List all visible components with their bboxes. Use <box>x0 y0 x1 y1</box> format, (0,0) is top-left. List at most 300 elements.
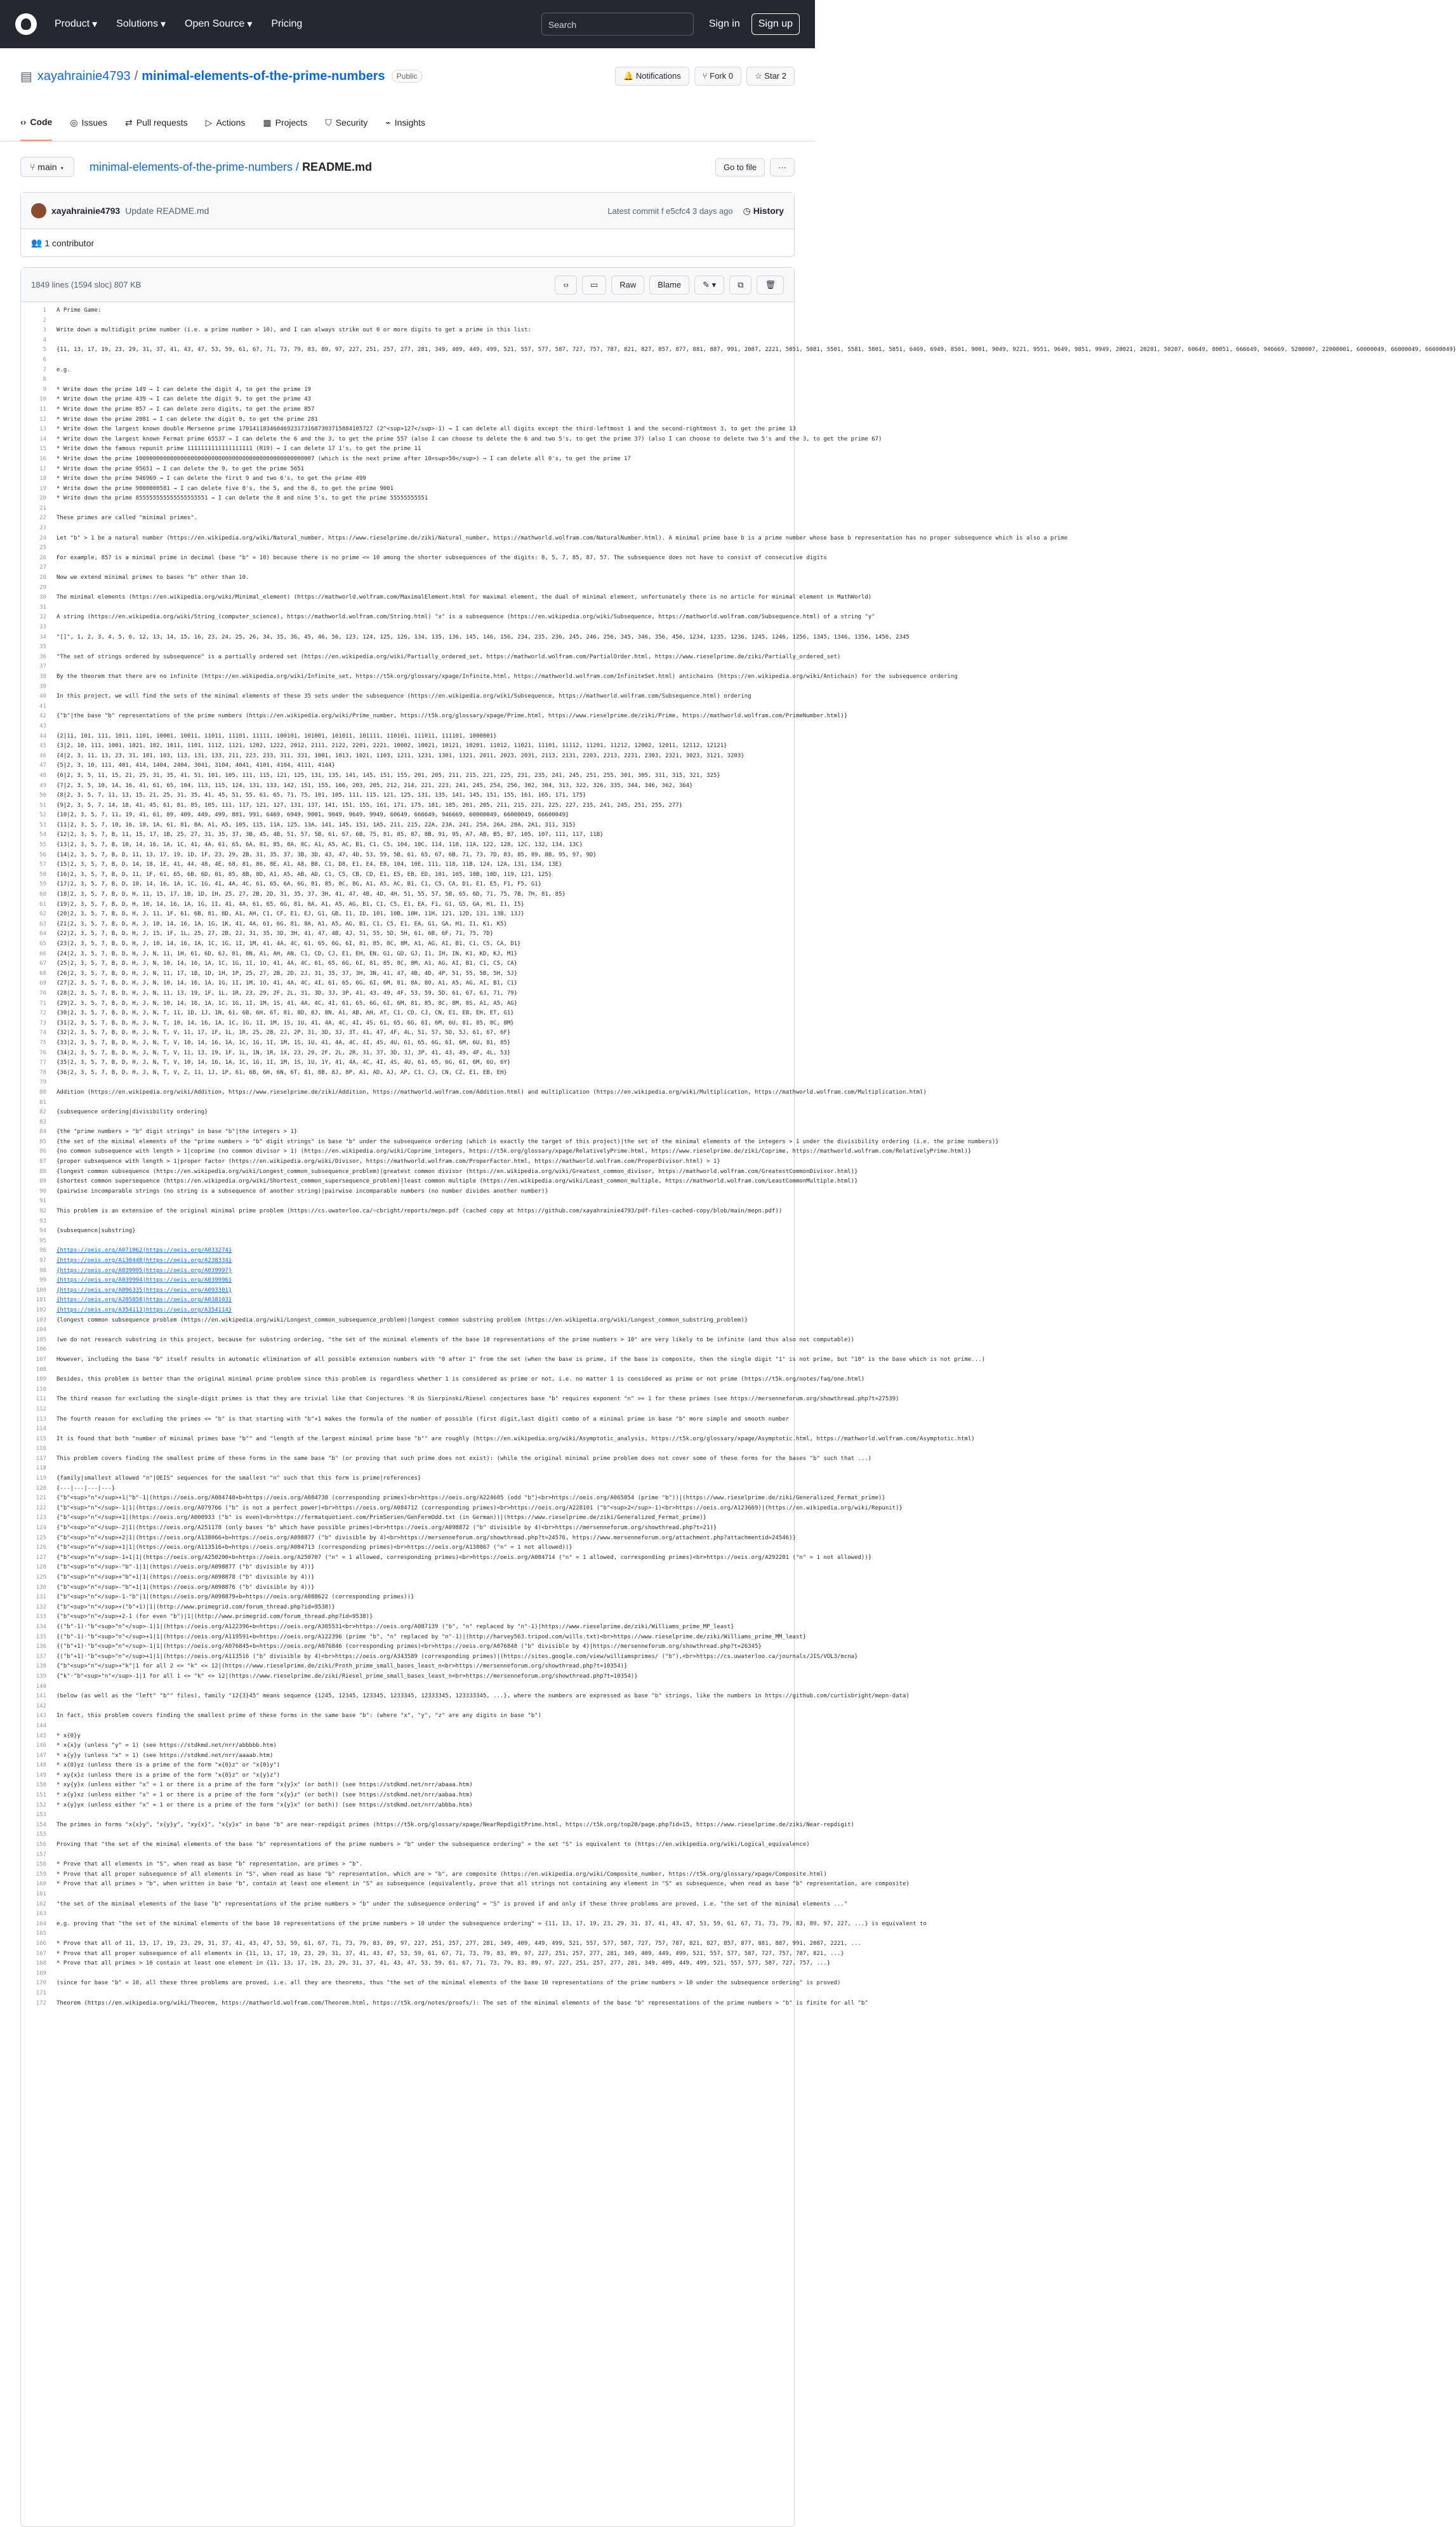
line-text: It is found that both "number of minimal primes base "b"" and "length of the largest minimal prime base "b"" are roughly (https://en.wikipedia.org/wiki/Asymptotic_analysis, https://t5k.org/glossary/xpage/Asymptotic.html, https://mathworld.wolfram.com/Asymptotic.html) <box>56 1435 975 1442</box>
line-number[interactable]: 55 <box>39 842 46 849</box>
line-number[interactable]: 123 <box>36 1515 46 1522</box>
line-number[interactable]: 167 <box>36 1950 46 1957</box>
tab-projects[interactable]: ▦ Projects <box>263 104 307 141</box>
line-number[interactable]: 138 <box>36 1663 46 1670</box>
line-number[interactable]: 48 <box>39 772 46 779</box>
line-number[interactable]: 137 <box>36 1653 46 1660</box>
line-number[interactable]: 140 <box>36 1683 46 1690</box>
line-number[interactable]: 68 <box>39 970 46 977</box>
line-number[interactable]: 142 <box>36 1702 46 1709</box>
nav-product[interactable]: Product ▾ <box>55 18 98 30</box>
code-line <box>21 1435 975 1445</box>
code-line <box>21 494 794 504</box>
line-number[interactable]: 162 <box>36 1900 46 1907</box>
line-number[interactable]: 144 <box>36 1722 46 1729</box>
line-number[interactable]: 52 <box>39 812 46 819</box>
line-number[interactable]: 85 <box>39 1138 46 1145</box>
line-number[interactable]: 159 <box>36 1871 46 1878</box>
line-number[interactable]: 24 <box>39 534 46 541</box>
line-text: {https://oeis.org/A205058|https://oeis.org/A038103} <box>56 1297 232 1304</box>
line-number[interactable]: 154 <box>36 1821 46 1828</box>
history-link[interactable]: ◷ History <box>743 205 784 216</box>
line-number[interactable]: 121 <box>36 1495 46 1502</box>
line-number[interactable]: 77 <box>39 1059 46 1066</box>
code-line <box>21 484 794 494</box>
line-number[interactable]: 118 <box>36 1465 46 1472</box>
line-number[interactable]: 44 <box>39 733 46 740</box>
line-number[interactable]: 28 <box>39 574 46 581</box>
code-icon: ‹› <box>20 117 27 127</box>
line-number[interactable]: 4 <box>43 336 46 343</box>
line-number[interactable]: 119 <box>36 1475 46 1482</box>
line-number[interactable]: 122 <box>36 1504 46 1511</box>
line-number[interactable]: 23 <box>39 525 46 532</box>
line-number[interactable]: 6 <box>43 356 46 363</box>
line-number[interactable]: 129 <box>36 1574 46 1581</box>
code-line <box>21 1504 903 1514</box>
line-number[interactable]: 115 <box>36 1435 46 1442</box>
code-line <box>21 722 794 732</box>
line-number[interactable]: 117 <box>36 1455 46 1462</box>
line-text: For example, 857 is a minimal prime in decimal (base "b" = 10) because there is no prime <= 10 among the shorter subsequences of the digits: 8, 5, 7, 85, 87, 57. The subsequence does not have to consist of consecutive digits <box>56 554 827 561</box>
nav-solutions[interactable]: Solutions ▾ <box>116 18 166 30</box>
line-number[interactable]: 50 <box>39 792 46 799</box>
code-view-icon[interactable]: ‹› <box>555 275 577 295</box>
copy-icon[interactable]: ⧉ <box>729 275 751 295</box>
line-number[interactable]: 10 <box>39 396 46 403</box>
line-text: This problem is an extension of the original minimal prime problem (https://cs.uwaterloo.ca/~cbright/reports/mepn.pdf (cached copy at https://github.com/xayahrainie4793/pdf-files-cached-copy/blob/main/mepn.pdf)) <box>56 1208 783 1215</box>
line-number[interactable]: 161 <box>36 1891 46 1897</box>
commit-message[interactable]: Update README.md <box>125 206 209 216</box>
line-number[interactable]: 25 <box>39 545 46 552</box>
line-text: The fourth reason for excluding the primes <= "b" is that starting with "b"+1 makes the formula of the number of possible (first digit,last digit) combo of a minimal prime in base "b" more simple and smooth number <box>56 1416 790 1423</box>
delete-icon[interactable]: 🗑 <box>757 275 784 295</box>
code-line <box>21 1127 794 1137</box>
line-number[interactable]: 147 <box>36 1752 46 1759</box>
line-number[interactable]: 168 <box>36 1960 46 1967</box>
latest-commit[interactable]: Latest commit f e5cfc4 3 days ago <box>607 206 733 216</box>
line-number[interactable]: 41 <box>39 703 46 710</box>
search-input[interactable]: Search <box>541 13 694 36</box>
line-text: {25|2, 3, 5, 7, B, D, H, J, N, 10, 14, 16, 1A, 1C, 1G, 1I, 1O, 41, 4A, 4C, 61, 65, 6G, 6I, 81, 85, 8C, 8M, A1, AG, AI, B1, C1, C5, CA} <box>56 960 518 967</box>
chevron-down-icon: ▾ <box>92 19 98 30</box>
contributors[interactable]: 1 contributor <box>44 237 95 248</box>
line-text: * x{0}y <box>56 1732 81 1739</box>
line-text: {7|2, 3, 5, 10, 14, 16, 41, 61, 65, 104, 113, 115, 124, 131, 133, 142, 151, 155, 166, 203, 205, 212, 214, 221, 223, 241, 245, 254, 256, 302, 304, 313, 322, 326, 335, 344, 346, 362, 364} <box>56 782 693 789</box>
breadcrumb-repo-link[interactable]: minimal-elements-of-the-prime-numbers <box>89 160 293 173</box>
code-line <box>21 1920 927 1930</box>
sign-up-button[interactable]: Sign up <box>751 13 800 35</box>
line-text: {"k"·"b"<sup>"n"</sup>-1|1 for all 1 <= "k" <= 12|(https://www.rieselprime.de/ziki/Riesel_prime_small_bases_least_n<br>https://mersenneforum.org/showthread.php?t=10354)} <box>56 1673 638 1680</box>
tab-actions[interactable]: ▷ Actions <box>206 104 246 141</box>
line-number[interactable]: 125 <box>36 1534 46 1541</box>
code-line <box>21 316 794 326</box>
line-number[interactable]: 75 <box>39 1039 46 1046</box>
line-number[interactable]: 156 <box>36 1841 46 1848</box>
line-number[interactable]: 157 <box>36 1851 46 1858</box>
line-number[interactable]: 89 <box>39 1178 46 1185</box>
line-number[interactable]: 172 <box>36 2000 46 2006</box>
code-line <box>21 633 910 643</box>
line-number[interactable]: 18 <box>39 475 46 482</box>
line-number[interactable]: 40 <box>39 693 46 700</box>
line-text: {"b"<sup>"n"</sup>+"k"|1 for all 2 <= "k" <= 12|(https://www.rieselprime.de/ziki/Proth_prime_small_bases_least_n<br>https://mersenneforum.org/showthread.php?t=10354)} <box>56 1663 628 1670</box>
line-text: {4|2, 3, 11, 13, 23, 31, 101, 103, 113, 131, 133, 211, 223, 233, 311, 331, 1001, 1013, 1021, 1103, 1211, 1231, 1301, 1321, 2011, 2023, 2031, 2113, 2131, 2203, 2213, 2231, 2303, 2321, 3023, 3121, 3203} <box>56 752 745 759</box>
line-number[interactable]: 100 <box>36 1287 46 1294</box>
line-number[interactable]: 169 <box>36 1970 46 1977</box>
code-line <box>21 1286 794 1296</box>
code-line <box>21 1068 794 1078</box>
code-line <box>21 1771 794 1781</box>
code-line <box>21 1603 794 1613</box>
line-number[interactable]: 107 <box>36 1356 46 1363</box>
line-number[interactable]: 78 <box>39 1069 46 1076</box>
line-number[interactable]: 98 <box>39 1267 46 1274</box>
line-number[interactable]: 72 <box>39 1010 46 1017</box>
code-line <box>21 1949 844 1960</box>
line-text: {18|2, 3, 5, 7, B, D, H, 11, 15, 17, 1B, 1D, 1H, 25, 27, 2B, 2D, 31, 35, 37, 3H, 41, 47, 4B, 4D, 4H, 51, 55, 57, 5B, 65, 6D, 71, 75, 7B, 7H, 81, 85} <box>56 891 566 898</box>
line-text: * Write down the prime 946969 → I can delete the first 9 and two 6's, to get the prime 499 <box>56 475 366 482</box>
line-number[interactable]: 2 <box>43 317 46 324</box>
line-number[interactable]: 120 <box>36 1485 46 1492</box>
line-text: {("b"+1)·"b"<sup>"n"</sup>+1|1|(https://oeis.org/A113516 ("b" divisible by 4)<br>https://oeis.org/A343589 (corresponding primes)|(https://sites.google.com/view/williamsprimes/ ("b"),<br>https://cs.uwaterloo.ca/journals/JIS/VOL3/mcna} <box>56 1653 858 1660</box>
line-number[interactable]: 166 <box>36 1940 46 1947</box>
code-line <box>21 336 794 346</box>
more-options-icon[interactable]: ··· <box>770 158 795 176</box>
line-number[interactable]: 17 <box>39 465 46 472</box>
line-number[interactable]: 114 <box>36 1426 46 1433</box>
code-line <box>21 801 794 811</box>
line-number[interactable]: 30 <box>39 594 46 601</box>
nav-open-source[interactable]: Open Source ▾ <box>185 18 253 30</box>
code-line <box>21 385 794 395</box>
fork-button[interactable]: ⑂ Fork 0 <box>694 67 741 86</box>
line-number[interactable]: 95 <box>39 1237 46 1244</box>
edit-icon[interactable]: ✎ ▾ <box>694 275 724 295</box>
line-text: "The set of strings ordered by subsequence" is a partially ordered set (https://en.wikipedia.org/wiki/Partially_ordered_set, https://mathworld.wolfram.com/PartialOrder.html, https://www.rieselprime.de/ziki/Partially_ordered_set) <box>56 653 841 660</box>
line-number[interactable]: 94 <box>39 1228 46 1235</box>
line-number[interactable]: 165 <box>36 1930 46 1937</box>
line-number[interactable]: 22 <box>39 515 46 522</box>
line-number[interactable]: 145 <box>36 1732 46 1739</box>
line-number[interactable]: 132 <box>36 1603 46 1610</box>
branch-select[interactable]: ⑂ main ▾ <box>20 157 74 177</box>
line-number[interactable]: 62 <box>39 911 46 918</box>
github-logo-icon[interactable] <box>15 13 37 35</box>
code-line <box>21 1830 794 1840</box>
line-number[interactable]: 158 <box>36 1861 46 1868</box>
line-number[interactable]: 148 <box>36 1762 46 1769</box>
line-number[interactable]: 56 <box>39 851 46 858</box>
line-number[interactable]: 102 <box>36 1306 46 1313</box>
line-number[interactable]: 1 <box>43 307 46 314</box>
line-number[interactable]: 20 <box>39 495 46 502</box>
line-number[interactable]: 49 <box>39 782 46 789</box>
line-number[interactable]: 12 <box>39 416 46 423</box>
code-line <box>21 1088 927 1098</box>
code-line <box>21 623 794 633</box>
tab-pull-requests[interactable]: ⇄ Pull requests <box>125 104 188 141</box>
line-number[interactable]: 27 <box>39 564 46 571</box>
line-number[interactable]: 45 <box>39 743 46 750</box>
line-number[interactable]: 37 <box>39 663 46 670</box>
line-number[interactable]: 104 <box>36 1327 46 1334</box>
line-number[interactable]: 14 <box>39 435 46 442</box>
line-number[interactable]: 153 <box>36 1812 46 1819</box>
line-number[interactable]: 93 <box>39 1217 46 1224</box>
line-number[interactable]: 59 <box>39 881 46 888</box>
line-text: {https://oeis.org/A039995|https://oeis.org/A039997} <box>56 1267 232 1274</box>
raw-button[interactable]: Raw <box>611 275 644 295</box>
line-text: * xy{y}x (unless either "x" = 1 or there is a prime of the form "x{y}x" (or both)) (see https://stdkmd.net/nrr/abaaa.htm) <box>56 1782 473 1789</box>
line-number[interactable]: 91 <box>39 1198 46 1205</box>
line-number[interactable]: 149 <box>36 1772 46 1779</box>
code-line <box>21 1781 794 1791</box>
line-number[interactable]: 163 <box>36 1911 46 1918</box>
line-text: {pairwise incomparable strings (no string is a subsequence of another string)|pairwise incomparable numbers (no number divides another number)} <box>56 1188 548 1195</box>
line-number[interactable]: 54 <box>39 832 46 839</box>
line-number[interactable]: 150 <box>36 1782 46 1789</box>
code-line <box>21 1464 794 1474</box>
line-number[interactable]: 128 <box>36 1564 46 1571</box>
code-lines <box>21 302 1456 2008</box>
code-line <box>21 1702 794 1712</box>
line-number[interactable]: 36 <box>39 653 46 660</box>
line-text: {11|2, 3, 5, 7, 10, 16, 18, 1A, 61, 81, 8A, A1, A5, 105, 115, 11A, 125, 13A, 141, 145, 151, 1A5, 211, 215, 22A, 23A, 241, 25A, 26A, 28A, 2A1, 311, 315} <box>56 821 576 828</box>
code-line <box>21 712 848 722</box>
code-line <box>21 1761 794 1771</box>
code-line <box>21 554 827 564</box>
line-text: However, including the base "b" itself results in automatic elimination of all possible extension numbers with "0 after 1" from the set (when the base is prime, if the base is composite, then the single digit "1" is not prime, but "10" is the base which is not prime...) <box>56 1356 985 1363</box>
line-number[interactable]: 65 <box>39 941 46 947</box>
line-number[interactable]: 80 <box>39 1089 46 1096</box>
code-line <box>21 900 794 910</box>
code-line <box>21 1870 827 1880</box>
line-number[interactable]: 53 <box>39 821 46 828</box>
tab-issues[interactable]: ◎ Issues <box>70 104 107 141</box>
blame-button[interactable]: Blame <box>649 275 689 295</box>
go-to-file-button[interactable]: Go to file <box>715 158 765 176</box>
code-line <box>21 1098 794 1108</box>
line-number[interactable]: 74 <box>39 1030 46 1037</box>
tab-security[interactable]: ⛉ Security <box>325 104 367 141</box>
line-text: {shortest common supersequence (https://en.wikipedia.org/wiki/Shortest_common_supersequence_problem)|least common multiple (https://en.wikipedia.org/wiki/Least_common_multiple, https://mathworld.wolfram.com/LeastCommonMultiple.html)} <box>56 1178 858 1185</box>
line-number[interactable]: 103 <box>36 1317 46 1323</box>
line-number[interactable]: 109 <box>36 1376 46 1383</box>
line-text: The third reason for excluding the single-digit primes is that they are trivial like that Conjectures 'R Us Sierpinski/Riesel conjectures base "b" requires exponent "n" >= 1 for these primes (see https://mersenneforum.org/showthread.php?t=27539) <box>56 1396 899 1403</box>
line-text: {34|2, 3, 5, 7, B, D, H, J, N, T, V, 11, 13, 19, 1F, 1L, 1N, 1R, 1X, 23, 29, 2F, 2L, 2R, 31, 37, 3D, 3J, 3P, 41, 43, 49, 4F, 4L, 53} <box>56 1049 511 1056</box>
line-number[interactable]: 64 <box>39 931 46 938</box>
code-line <box>21 1336 855 1346</box>
line-number[interactable]: 67 <box>39 960 46 967</box>
line-number[interactable]: 151 <box>36 1792 46 1799</box>
code-line <box>21 1226 794 1237</box>
tab-code[interactable]: ‹› Code <box>20 104 52 141</box>
line-number[interactable]: 61 <box>39 901 46 908</box>
line-number[interactable]: 76 <box>39 1049 46 1056</box>
line-number[interactable]: 111 <box>36 1396 46 1403</box>
line-number[interactable]: 90 <box>39 1188 46 1195</box>
line-text: {"b"<sup>"n"</sup>-1+1|1|(https://oeis.org/A250200+b=https://oeis.org/A250707 ("n" = 1 allowed, corresponding primes)<br>https://oeis.org/A084714 ("n" = 1 allowed, corresponding primes)<br>https://oeis.org/A292201 ("n" = 1 not allowed))} <box>56 1554 872 1561</box>
line-text: (since for base "b" = 10, all these three problems are proved, i.e. all they are theorems, thus "the set of the minimal elements of the base 10 representations of the prime numbers > 10 under the subsequence ordering" is proved) <box>56 1980 841 1987</box>
code-line <box>21 1850 794 1860</box>
line-number[interactable]: 108 <box>36 1366 46 1373</box>
line-number[interactable]: 116 <box>36 1445 46 1452</box>
star-button[interactable]: ☆ Star 2 <box>746 67 795 86</box>
line-text: "the set of the minimal elements of the base "b" representations of the prime numbers > "b" under the subsequence ordering" = "S" is proved if and only if these three problems are proved, i.e. "the set of the minimal elements ..." <box>56 1900 848 1907</box>
line-number[interactable]: 38 <box>39 673 46 680</box>
line-number[interactable]: 134 <box>36 1623 46 1630</box>
line-number[interactable]: 46 <box>39 752 46 759</box>
repo-icon: ▤ <box>20 69 32 84</box>
line-number[interactable]: 127 <box>36 1554 46 1561</box>
line-number[interactable]: 19 <box>39 485 46 492</box>
sign-in-link[interactable]: Sign in <box>708 18 740 29</box>
line-number[interactable]: 110 <box>36 1386 46 1393</box>
line-number[interactable]: 105 <box>36 1336 46 1343</box>
line-number[interactable]: 32 <box>39 614 46 621</box>
line-number[interactable]: 97 <box>39 1257 46 1264</box>
line-number[interactable]: 171 <box>36 1989 46 1996</box>
line-number[interactable]: 99 <box>39 1277 46 1284</box>
line-text: * Write down the prime 95651 → I can delete the 9, to get the prime 5651 <box>56 465 305 472</box>
code-line <box>21 613 875 623</box>
code-line <box>21 1316 794 1326</box>
line-number[interactable]: 81 <box>39 1099 46 1106</box>
code-line <box>21 1810 794 1821</box>
line-number[interactable]: 60 <box>39 891 46 898</box>
line-number[interactable]: 84 <box>39 1129 46 1136</box>
line-number[interactable]: 11 <box>39 406 46 413</box>
line-number[interactable]: 39 <box>39 683 46 690</box>
line-number[interactable]: 71 <box>39 1000 46 1007</box>
line-text: By the theorem that there are no infinite (https://en.wikipedia.org/wiki/Infinite_set, https://t5k.org/glossary/xpage/Infinite.html, https://mathworld.wolfram.com/InfiniteSet.html) antichains (https://en.wikipedia.org/wiki/Antichain) for the subsequence ordering <box>56 673 958 680</box>
line-number[interactable]: 96 <box>39 1247 46 1254</box>
line-number[interactable]: 136 <box>36 1643 46 1650</box>
repo-name-link[interactable]: minimal-elements-of-the-prime-numbers <box>142 69 385 83</box>
line-number[interactable]: 87 <box>39 1158 46 1165</box>
line-text: {15|2, 3, 5, 7, B, D, 14, 18, 1E, 41, 44, 48, 4E, 68, 81, 86, 8E, A1, A8, B8, C1, D8, E1, E4, E8, 104, 10E, 111, 118, 11B, 124, 12A, 131, 134, 13E} <box>56 861 562 868</box>
code-line <box>21 504 794 514</box>
line-number[interactable]: 5 <box>43 347 46 354</box>
code-line <box>21 1038 794 1049</box>
line-text: {"b"<sup>"n"</sup>+1|"b"-1|(https://oeis.org/A084740+b=https://oeis.org/A084738 (corresponding primes)<br>https://oeis.org/A224605 (odd "b")<br>https://oeis.org/A065854 (prime "b"))|(https://www.rieselprime.de/ziki/Generalized_Fermat_prime)} <box>56 1495 885 1502</box>
line-number[interactable]: 130 <box>36 1584 46 1591</box>
line-text: e.g. <box>56 366 70 373</box>
code-line <box>21 1989 794 1999</box>
code-line <box>21 1296 794 1306</box>
line-text: {https://oeis.org/A039994|https://oeis.org/A039996} <box>56 1277 232 1284</box>
line-number[interactable]: 164 <box>36 1920 46 1927</box>
line-number[interactable]: 146 <box>36 1742 46 1749</box>
line-number[interactable]: 13 <box>39 426 46 433</box>
line-number[interactable]: 70 <box>39 990 46 997</box>
line-number[interactable]: 51 <box>39 802 46 809</box>
code-line <box>21 573 794 583</box>
line-number[interactable]: 73 <box>39 1019 46 1026</box>
code-line <box>21 1999 868 2009</box>
code-line <box>21 1939 861 1949</box>
bell-icon: 🔔 <box>623 71 634 81</box>
line-number[interactable]: 16 <box>39 455 46 462</box>
line-text: {26|2, 3, 5, 7, B, D, H, J, N, 11, 17, 1B, 1D, 1H, 1P, 25, 27, 2B, 2D, 2J, 31, 35, 37, 3H, 3N, 41, 47, 4B, 4D, 4P, 51, 55, 5B, 5H, 5J} <box>56 970 518 977</box>
line-number[interactable]: 69 <box>39 980 46 987</box>
line-number[interactable]: 82 <box>39 1109 46 1116</box>
line-number[interactable]: 26 <box>39 554 46 561</box>
line-number[interactable]: 143 <box>36 1713 46 1720</box>
line-number[interactable]: 92 <box>39 1208 46 1215</box>
line-number[interactable]: 135 <box>36 1633 46 1640</box>
line-number[interactable]: 7 <box>43 366 46 373</box>
line-number[interactable]: 155 <box>36 1831 46 1838</box>
line-number[interactable]: 79 <box>39 1079 46 1086</box>
file-icon[interactable]: ▭ <box>582 275 606 295</box>
line-number[interactable]: 126 <box>36 1544 46 1551</box>
line-number[interactable]: 47 <box>39 762 46 769</box>
tab-insights[interactable]: ⌁ Insights <box>385 104 425 141</box>
line-text: * Write down the prime 439 → I can delete the digit 9, to get the prime 43 <box>56 396 311 403</box>
line-text: {longest common subsequence problem (https://en.wikipedia.org/wiki/Longest_common_subsequence_problem)|longest common substring problem (https://en.wikipedia.org/wiki/Longest_common_substring_problem)} <box>56 1317 748 1323</box>
line-number[interactable]: 33 <box>39 624 46 630</box>
line-number[interactable]: 101 <box>36 1297 46 1304</box>
line-number[interactable]: 141 <box>36 1693 46 1700</box>
line-number[interactable]: 88 <box>39 1168 46 1175</box>
line-text: {("b"+1)·"b"<sup>"n"</sup>-1|1|(https://oeis.org/A076845+b=https://oeis.org/A076846 (corresponding primes)<br>https://oeis.org/A076848 ("b" divisible by 4)|https://mersenneforum.org/showthread.php?t=26345} <box>56 1643 762 1650</box>
line-number[interactable]: 34 <box>39 633 46 640</box>
line-number[interactable]: 57 <box>39 861 46 868</box>
code-line <box>21 702 794 712</box>
line-number[interactable]: 160 <box>36 1881 46 1888</box>
line-number[interactable]: 21 <box>39 505 46 512</box>
line-number[interactable]: 133 <box>36 1614 46 1621</box>
line-number[interactable]: 131 <box>36 1594 46 1601</box>
line-number[interactable]: 152 <box>36 1801 46 1808</box>
notifications-button[interactable]: 🔔 Notifications <box>615 67 689 86</box>
line-number[interactable]: 63 <box>39 920 46 927</box>
line-number[interactable]: 170 <box>36 1980 46 1987</box>
line-number[interactable]: 9 <box>43 386 46 393</box>
line-number[interactable]: 86 <box>39 1148 46 1155</box>
line-number[interactable]: 15 <box>39 446 46 453</box>
line-number[interactable]: 58 <box>39 871 46 878</box>
line-number[interactable]: 35 <box>39 644 46 651</box>
code-line <box>21 1593 794 1603</box>
commit-author[interactable]: xayahrainie4793 <box>51 206 121 216</box>
line-number[interactable]: 83 <box>39 1118 46 1125</box>
line-number[interactable]: 8 <box>43 376 46 383</box>
code-line <box>21 920 794 930</box>
code-line <box>21 791 794 801</box>
line-number[interactable]: 106 <box>36 1346 46 1353</box>
avatar[interactable] <box>31 203 46 218</box>
line-number[interactable]: 42 <box>39 713 46 720</box>
line-number[interactable]: 139 <box>36 1673 46 1680</box>
line-number[interactable]: 112 <box>36 1405 46 1412</box>
line-number[interactable]: 3 <box>43 327 46 334</box>
line-text: {https://oeis.org/A071062|https://oeis.org/A033274} <box>56 1247 232 1254</box>
line-number[interactable]: 124 <box>36 1525 46 1532</box>
nav-pricing[interactable]: Pricing <box>271 18 303 29</box>
line-number[interactable]: 66 <box>39 950 46 957</box>
line-number[interactable]: 43 <box>39 722 46 729</box>
line-number[interactable]: 31 <box>39 604 46 611</box>
line-number[interactable]: 29 <box>39 584 46 591</box>
code-line <box>21 1751 794 1761</box>
line-text: A string (https://en.wikipedia.org/wiki/String_(computer_science), https://mathworld.wolfram.com/String.html) "x" is a subsequence (https://en.wikipedia.org/wiki/Subsequence, https://mathworld.wolfram.com/Subsequence.html) of a string "y" <box>56 614 875 621</box>
line-text: {"b"<sup>"n"</sup>-2|1|(https://oeis.org/A251178 (only bases "b" which have possible primes)<br>https://oeis.org/A098872 ("b" divisible by 4)<br>https://mersenneforum.org/showthread.php?t=21)} <box>56 1525 717 1532</box>
repo-owner-link[interactable]: xayahrainie4793 <box>37 69 131 83</box>
line-number[interactable]: 113 <box>36 1416 46 1423</box>
